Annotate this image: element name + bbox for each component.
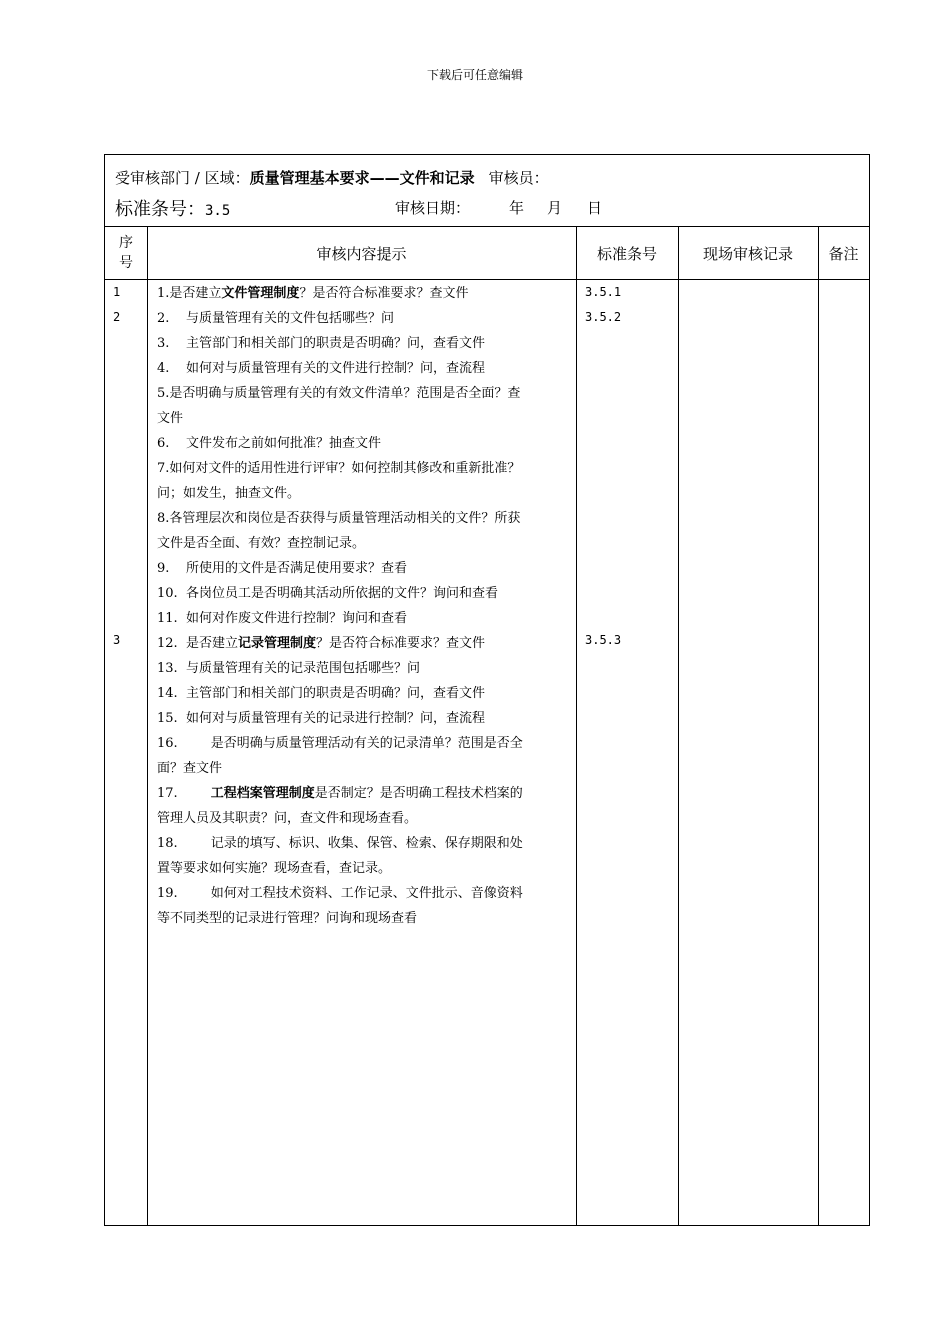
- audit-item-text: 是否明确与质量管理有关的有效文件清单？范围是否全面？查: [169, 386, 521, 401]
- audit-item: [157, 631, 571, 656]
- audit-item-number: 3.: [157, 336, 186, 351]
- audit-item: [157, 781, 571, 831]
- auditor-label: 审核员：: [488, 169, 549, 187]
- audit-item: [157, 506, 571, 556]
- column-header-content: 审核内容提示: [316, 244, 407, 263]
- audit-item-text: 如何对与质量管理有关的记录进行控制？问，查流程: [185, 711, 485, 726]
- standard-number: 3.5.2: [585, 310, 622, 324]
- audit-item-text: 如何对工程技术资料、工作记录、文件批示、音像资料: [210, 886, 523, 901]
- audit-item-text-pre: 是否建立: [185, 636, 238, 651]
- audit-item-text: 如何对与质量管理有关的文件进行控制？问，查流程: [185, 361, 485, 376]
- audit-item: [157, 431, 571, 456]
- audit-item: [157, 656, 571, 681]
- audit-item-number: 9.: [157, 561, 186, 576]
- audit-item-continuation: 面？查文件: [157, 761, 223, 776]
- standard-label: 标准条号：: [115, 199, 205, 220]
- column-divider: [576, 227, 577, 1225]
- page-header: 下载后可任意编辑: [426, 68, 523, 82]
- audit-item-number: 7.: [157, 461, 170, 476]
- audit-item-number: 1.: [157, 286, 170, 301]
- audit-item-line: [157, 556, 571, 581]
- audit-item-continuation: 管理人员及其职责？问，查文件和现场查看。: [157, 811, 418, 826]
- audit-item-line: [157, 706, 571, 731]
- audit-item-number: 17.: [157, 786, 211, 801]
- department-line: [115, 167, 549, 188]
- audit-item-text-bold: 文件管理制度: [221, 286, 300, 301]
- audit-item-text: 与质量管理有关的文件包括哪些？问: [185, 311, 394, 326]
- audit-item-line: [157, 631, 571, 656]
- audit-item: [157, 831, 571, 881]
- audit-item-line: [157, 881, 571, 906]
- department-label: 受审核部门 / 区域：: [115, 169, 250, 187]
- audit-item: [157, 731, 571, 781]
- audit-item: [157, 556, 571, 581]
- audit-item-number: 15.: [157, 711, 186, 726]
- audit-item-number: 10.: [157, 586, 186, 601]
- audit-item-text: [211, 781, 571, 806]
- audit-item: [157, 581, 571, 606]
- audit-item-number: 18.: [157, 836, 211, 851]
- audit-item-text-bold: 记录管理制度: [237, 636, 316, 651]
- audit-item-line: [157, 431, 571, 456]
- audit-item-line: [157, 681, 571, 706]
- seq-header-line1: 序: [119, 235, 133, 251]
- audit-item-number: 12.: [157, 636, 186, 651]
- audit-item-number: 11.: [157, 611, 186, 626]
- seq-number: 1: [113, 285, 121, 299]
- header-divider: [105, 279, 869, 280]
- audit-item-text: [169, 281, 571, 306]
- audit-item-line: [157, 456, 571, 481]
- audit-item-line: [157, 506, 571, 531]
- audit-item-number: 5.: [157, 386, 170, 401]
- column-divider: [818, 227, 819, 1225]
- audit-item: [157, 281, 571, 306]
- audit-item-number: 13.: [157, 661, 186, 676]
- audit-item-text: [186, 631, 571, 656]
- audit-item-continuation: 文件是否全面、有效？查控制记录。: [157, 536, 366, 551]
- audit-item-text: 主管部门和相关部门的职责是否明确？问，查看文件: [185, 336, 485, 351]
- audit-item-line: [157, 381, 571, 406]
- audit-item-line: [157, 781, 571, 806]
- standard-number: 3.5.3: [585, 633, 622, 647]
- department-value: 质量管理基本要求——文件和记录: [249, 169, 475, 187]
- standard-line: [115, 195, 603, 221]
- seq-header-line2: 号: [119, 255, 133, 271]
- audit-date-label: 审核日期：: [395, 199, 471, 217]
- audit-item: [157, 356, 571, 381]
- audit-item-line: [157, 331, 571, 356]
- date-month-label: 月: [547, 199, 563, 217]
- audit-item: [157, 606, 571, 631]
- audit-item-text-bold: 工程档案管理制度: [210, 786, 315, 801]
- audit-item-text: 主管部门和相关部门的职责是否明确？问，查看文件: [185, 686, 485, 701]
- audit-item-line: [157, 356, 571, 381]
- audit-item-number: 19.: [157, 886, 211, 901]
- audit-item-text: 记录的填写、标识、收集、保管、检索、保存期限和处: [210, 836, 523, 851]
- audit-item-text-post: 是否制定？是否明确工程技术档案的: [314, 786, 523, 801]
- date-day-label: 日: [587, 199, 603, 217]
- audit-item-text-post: ？是否符合标准要求？查文件: [299, 286, 469, 301]
- audit-item-line: [157, 606, 571, 631]
- standard-number: 3.5.1: [585, 285, 622, 299]
- column-header-remark: 备注: [828, 244, 859, 263]
- column-divider: [678, 227, 679, 1225]
- audit-item-text-pre: 是否建立: [169, 286, 222, 301]
- audit-item-text: 如何对作废文件进行控制？询问和查看: [185, 611, 407, 626]
- seq-number: 3: [113, 633, 121, 647]
- column-header-standard: 标准条号: [596, 244, 657, 263]
- audit-item-continuation: 置等要求如何实施？现场查看，查记录。: [157, 861, 392, 876]
- audit-item-text: 所使用的文件是否满足使用要求？查看: [185, 561, 407, 576]
- audit-item-line: [157, 581, 571, 606]
- audit-item-line: [157, 281, 571, 306]
- date-year-label: 年: [509, 199, 525, 217]
- audit-item-text: 与质量管理有关的记录范围包括哪些？问: [185, 661, 420, 676]
- audit-item: [157, 881, 571, 931]
- audit-item-text: 各管理层次和岗位是否获得与质量管理活动相关的文件？所获: [169, 511, 521, 526]
- audit-item: [157, 381, 571, 431]
- audit-item-continuation: 等不同类型的记录进行管理？问询和现场查看: [157, 911, 418, 926]
- audit-item-number: 4.: [157, 361, 186, 376]
- audit-item-line: [157, 831, 571, 856]
- audit-item: [157, 456, 571, 506]
- audit-item-continuation: 问；如发生，抽查文件。: [157, 486, 301, 501]
- audit-item-line: [157, 731, 571, 756]
- audit-item-text: 如何对文件的适用性进行评审？如何控制其修改和重新批准？: [169, 461, 521, 476]
- audit-item-number: 2.: [157, 311, 186, 326]
- column-header-seq: [105, 227, 147, 279]
- audit-info-header: [105, 155, 869, 227]
- audit-item: [157, 331, 571, 356]
- audit-item-number: 8.: [157, 511, 170, 526]
- column-header-record: 现场审核记录: [702, 244, 793, 263]
- seq-number: 2: [113, 310, 121, 324]
- audit-item-line: [157, 656, 571, 681]
- audit-content-list: [157, 281, 571, 931]
- audit-item-number: 16.: [157, 736, 211, 751]
- audit-item: [157, 306, 571, 331]
- audit-item-text-post: ？是否符合标准要求？查文件: [315, 636, 485, 651]
- column-divider: [147, 227, 148, 1225]
- audit-item-text: 文件发布之前如何批准？抽查文件: [185, 436, 381, 451]
- audit-item: [157, 681, 571, 706]
- audit-table: [104, 154, 870, 1226]
- standard-value: 3.5: [205, 203, 231, 219]
- audit-item-line: [157, 306, 571, 331]
- audit-item-text: 各岗位员工是否明确其活动所依据的文件？询问和查看: [185, 586, 498, 601]
- audit-item-number: 6.: [157, 436, 186, 451]
- audit-item-text: 是否明确与质量管理活动有关的记录清单？范围是否全: [210, 736, 523, 751]
- audit-item: [157, 706, 571, 731]
- audit-item-number: 14.: [157, 686, 186, 701]
- audit-item-continuation: 文件: [157, 411, 184, 426]
